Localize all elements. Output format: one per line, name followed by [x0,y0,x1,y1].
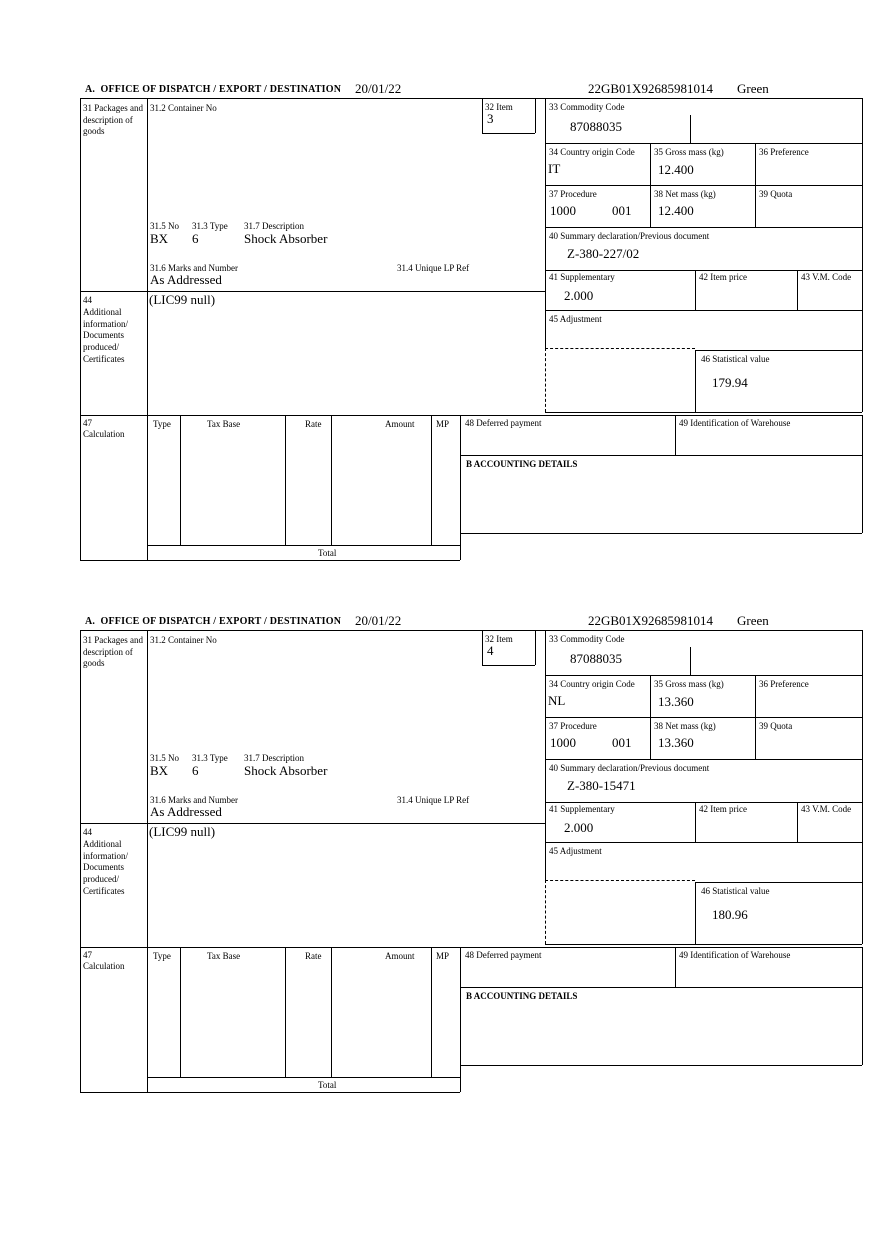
entry-reference-value: 22GB01X92685981014 [588,613,713,628]
box32-item-label: 32 Item [485,102,513,112]
box41-supplementary-label: 41 Supplementary [549,272,615,282]
box31-packages-label: 31 Packages and description of goods [83,103,143,137]
line [695,270,696,310]
line [755,143,756,227]
accounting-details-label: B ACCOUNTING DETAILS [466,991,578,1001]
additional-info-value: (LIC99 null) [149,824,216,839]
box34-origin-label: 34 Country origin Code [549,147,635,157]
box37-procedure-label: 37 Procedure [549,721,597,731]
box32-item-label: 32 Item [485,634,513,644]
box47-calculation-label: Calculation [83,429,125,439]
box42-item-price-label: 42 Item price [699,272,747,282]
dispatch-date-value: 20/01/22 [355,81,402,96]
procedure-code-value: 001 [612,735,632,750]
box40-summary-declaration-label: 40 Summary declaration/Previous document [549,231,710,241]
line [862,630,863,944]
line [147,545,460,546]
line [862,415,863,533]
line [147,630,148,1092]
country-origin-value: NL [548,693,566,708]
supplementary-value: 2.000 [564,288,594,303]
box44-number-label: 44 [83,827,92,837]
line [690,115,691,143]
col-tax-base-header: Tax Base [207,951,241,961]
line [482,133,535,134]
gross-mass-value: 12.400 [658,162,694,177]
box39-quota-label: 39 Quota [759,721,793,731]
col-amount-header: Amount [385,419,415,429]
accounting-details-label: B ACCOUNTING DETAILS [466,459,578,469]
col-rate-header: Rate [305,951,322,961]
box47-calculation-label: Calculation [83,961,125,971]
box45-adjustment-label: 45 Adjustment [549,314,602,324]
line [460,533,862,534]
line [797,270,798,310]
additional-info-value: (LIC99 null) [149,292,216,307]
line [535,98,536,133]
declaration-item-section-1 [80,82,863,568]
line [675,415,676,455]
col-amount-header: Amount [385,951,415,961]
line [460,987,862,988]
country-origin-value: IT [548,161,561,176]
gross-mass-value: 13.360 [658,694,694,709]
line [80,1092,460,1093]
goods-description-value: Shock Absorber [244,763,328,778]
line [80,98,863,99]
line [180,415,181,545]
box49-warehouse-label: 49 Identification of Warehouse [679,418,791,428]
net-mass-value: 13.360 [658,735,694,750]
box35-gross-mass-label: 35 Gross mass (kg) [654,147,724,157]
total-label: Total [318,548,337,558]
line [331,947,332,1077]
box31-6-marks-label: 31.6 Marks and Number [150,795,238,805]
line [545,880,695,881]
package-no-value: BX [150,763,169,778]
line [545,717,862,718]
office-of-dispatch-label: A. OFFICE OF DISPATCH / EXPORT / DESTINATION [85,616,342,627]
col-mp-header: MP [436,419,450,429]
line [675,947,676,987]
line [285,947,286,1077]
line [147,98,148,560]
line [482,630,483,665]
item-number-value: 3 [487,111,494,126]
commodity-code-value: 87088035 [570,651,622,666]
line [460,415,461,560]
box44-number-label: 44 [83,295,92,305]
line [545,143,862,144]
line [695,802,696,842]
box39-quota-label: 39 Quota [759,189,793,199]
supplementary-value: 2.000 [564,820,594,835]
col-rate-header: Rate [305,419,322,429]
box34-origin-label: 34 Country origin Code [549,679,635,689]
line [431,947,432,1077]
line [545,227,862,228]
procedure-value: 1000 [550,203,576,218]
entry-reference-value: 22GB01X92685981014 [588,81,713,96]
line [460,947,461,1092]
box31-packages-label: 31 Packages and description of goods [83,635,143,669]
box42-item-price-label: 42 Item price [699,804,747,814]
line [431,415,432,545]
previous-document-value: Z-380-15471 [567,778,636,793]
box36-preference-label: 36 Preference [759,679,809,689]
line [545,310,862,311]
box31-5-no-label: 31.5 No [150,221,179,231]
package-no-value: BX [150,231,169,246]
box31-2-container-label: 31.2 Container No [150,103,217,113]
box38-net-mass-label: 38 Net mass (kg) [654,189,716,199]
box33-commodity-label: 33 Commodity Code [549,102,625,112]
line [147,1077,460,1078]
box33-commodity-label: 33 Commodity Code [549,634,625,644]
box31-4-unique-lp-label: 31.4 Unique LP Ref [397,795,470,805]
line [690,647,691,675]
office-of-dispatch-label: A. OFFICE OF DISPATCH / EXPORT / DESTINATION [85,84,342,95]
box48-deferred-payment-label: 48 Deferred payment [465,950,542,960]
line [80,630,81,1092]
marks-value: As Addressed [150,804,222,819]
line [80,415,863,416]
line [331,415,332,545]
box31-2-container-label: 31.2 Container No [150,635,217,645]
line [545,270,862,271]
line [545,348,695,349]
line [755,675,756,759]
box31-7-description-label: 31.7 Description [244,221,304,231]
marks-value: As Addressed [150,272,222,287]
line [460,455,862,456]
line [862,98,863,412]
package-type-value: 6 [192,231,199,246]
box41-supplementary-label: 41 Supplementary [549,804,615,814]
line [545,759,862,760]
line [545,412,862,413]
line [482,98,483,133]
net-mass-value: 12.400 [658,203,694,218]
line [545,185,862,186]
line [695,882,862,883]
line [180,947,181,1077]
box36-preference-label: 36 Preference [759,147,809,157]
package-type-value: 6 [192,763,199,778]
line [545,348,546,412]
statistical-value: 179.94 [712,375,748,390]
col-mp-header: MP [436,951,450,961]
box31-3-type-label: 31.3 Type [192,753,228,763]
col-type-header: Type [153,419,171,429]
line [862,947,863,1065]
box31-5-no-label: 31.5 No [150,753,179,763]
line [460,1065,862,1066]
line [695,350,696,412]
box44-additional-label: Additional information/ Documents produced/ Certificates [83,307,128,364]
line [482,665,535,666]
line [797,802,798,842]
line [535,630,536,665]
line [695,882,696,944]
box31-6-marks-label: 31.6 Marks and Number [150,263,238,273]
line [545,944,862,945]
box31-3-type-label: 31.3 Type [192,221,228,231]
box31-4-unique-lp-label: 31.4 Unique LP Ref [397,263,470,273]
box44-additional-label: Additional information/ Documents produced/ Certificates [83,839,128,896]
box43-vm-code-label: 43 V.M. Code [801,804,852,814]
line [545,842,862,843]
line [545,802,862,803]
box49-warehouse-label: 49 Identification of Warehouse [679,950,791,960]
item-number-value: 4 [487,643,494,658]
dispatch-date-value: 20/01/22 [355,613,402,628]
box48-deferred-payment-label: 48 Deferred payment [465,418,542,428]
line [80,98,81,560]
line [650,143,651,227]
box45-adjustment-label: 45 Adjustment [549,846,602,856]
previous-document-value: Z-380-227/02 [567,246,640,261]
route-status-value: Green [737,81,769,96]
commodity-code-value: 87088035 [570,119,622,134]
col-type-header: Type [153,951,171,961]
box46-statistical-value-label: 46 Statistical value [701,354,770,364]
box43-vm-code-label: 43 V.M. Code [801,272,852,282]
line [545,675,862,676]
box31-7-description-label: 31.7 Description [244,753,304,763]
line [80,630,863,631]
box38-net-mass-label: 38 Net mass (kg) [654,721,716,731]
route-status-value: Green [737,613,769,628]
line [80,560,460,561]
procedure-value: 1000 [550,735,576,750]
col-tax-base-header: Tax Base [207,419,241,429]
line [80,947,863,948]
box46-statistical-value-label: 46 Statistical value [701,886,770,896]
box35-gross-mass-label: 35 Gross mass (kg) [654,679,724,689]
line [285,415,286,545]
box37-procedure-label: 37 Procedure [549,189,597,199]
declaration-item-section-2 [80,614,863,1100]
line [695,350,862,351]
line [650,675,651,759]
statistical-value: 180.96 [712,907,748,922]
box40-summary-declaration-label: 40 Summary declaration/Previous document [549,763,710,773]
goods-description-value: Shock Absorber [244,231,328,246]
box47-number-label: 47 [83,950,92,960]
line [545,880,546,944]
procedure-code-value: 001 [612,203,632,218]
total-label: Total [318,1080,337,1090]
box47-number-label: 47 [83,418,92,428]
